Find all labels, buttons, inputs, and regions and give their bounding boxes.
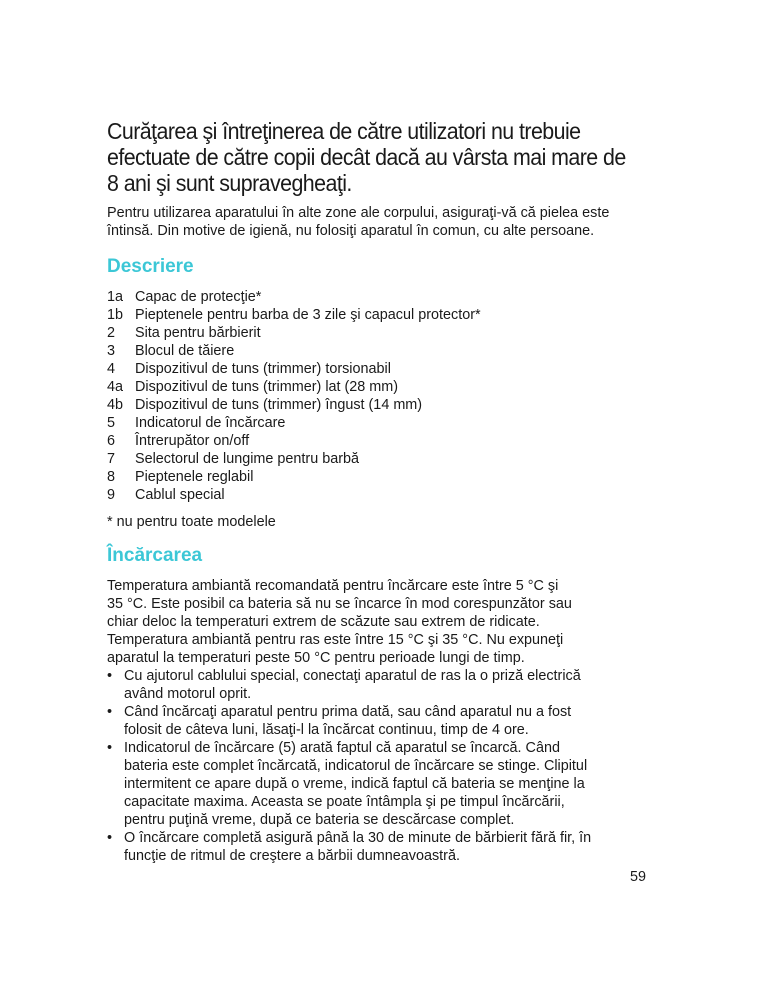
intro-heading-line: Curăţarea şi întreţinerea de către utilizatori nu trebuie [107,118,581,144]
item-text: Sita pentru bărbierit [135,325,261,341]
list-item [107,342,652,360]
page-content [107,118,652,865]
bullet-line: bateria este complet încărcată, indicatorul de încărcare se stinge. Clipitul [124,758,588,774]
item-text: Dispozitivul de tuns (trimmer) torsionabil [135,361,391,377]
footnote: * nu pentru toate modelele [107,514,276,530]
item-number: 7 [107,451,116,467]
item-number: 1b [107,307,124,323]
item-number: 3 [107,343,116,359]
intro-heading-line: 8 ani şi sunt supravegheaţi. [107,170,352,196]
charging-paragraph-line: chiar deloc la temperaturi extrem de scăzute sau extrem de ridicate. [107,614,540,630]
bullet-line: Când încărcaţi aparatul pentru prima dată, sau când aparatul nu a fost [124,704,572,720]
page-number: 59 [630,869,647,885]
list-item [107,414,652,432]
item-text: Capac de protecţie* [135,289,262,305]
list-item [107,360,652,378]
intro-heading-line: efectuate de către copii decât dacă au vârsta mai mare de [107,144,626,170]
parts-list [107,288,652,504]
list-item [107,324,652,342]
list-item [107,396,652,414]
bullet-line: funcţie de ritmul de creştere a bărbii dumneavoastră. [124,848,460,864]
list-item [107,468,652,486]
bullet-line: intermitent ce apare după o vreme, indică faptul că bateria se menţine la [124,776,585,792]
bullet-line: pentru puţină vreme, după ce bateria se descărcase complet. [124,812,515,828]
item-text: Blocul de tăiere [135,343,235,359]
bullet-line: O încărcare completă asigură până la 30 de minute de bărbierit fără fir, în [124,830,592,846]
charging-paragraph-line: Temperatura ambiantă pentru ras este între 15 °C şi 35 °C. Nu expuneţi [107,632,564,648]
charging-paragraph-line: 35 °C. Este posibil ca bateria să nu se încarce în mod corespunzător sau [107,596,572,612]
item-text: Dispozitivul de tuns (trimmer) îngust (14 mm) [135,397,423,413]
bullet-line: capacitate maxima. Aceasta se poate întâmpla şi pe timpul încărcării, [124,794,565,810]
item-text: Selectorul de lungime pentru barbă [135,451,359,467]
item-number: 5 [107,415,116,431]
section-title-charging: Încărcarea [107,545,203,566]
bullet-line: având motorul oprit. [124,686,252,702]
item-number: 9 [107,487,116,503]
intro-paragraph-line: întinsă. Din motive de igienă, nu folosiţi aparatul în comun, cu alte persoane. [107,223,595,239]
charging-bullets [107,667,652,865]
list-item [107,288,652,306]
item-number: 2 [107,325,116,341]
item-number: 8 [107,469,116,485]
charging-paragraph [107,577,652,667]
bullet-icon: • [107,830,113,846]
charging-paragraph-line: aparatul la temperaturi peste 50 °C pentru perioade lungi de timp. [107,650,525,666]
bullet-item [107,667,652,703]
list-item [107,486,652,504]
item-number: 4a [107,379,124,395]
bullet-line: Indicatorul de încărcare (5) arată faptul că aparatul se încarcă. Când [124,740,560,756]
item-number: 4 [107,361,116,377]
item-number: 4b [107,397,124,413]
item-text: Dispozitivul de tuns (trimmer) lat (28 mm) [135,379,399,395]
item-text: Indicatorul de încărcare [135,415,286,431]
item-text: Cablul special [135,487,225,503]
item-number: 6 [107,433,116,449]
bullet-icon: • [107,704,113,720]
list-item [107,432,652,450]
bullet-item [107,829,652,865]
intro-paragraph [107,204,652,240]
intro-heading [107,118,656,196]
item-number: 1a [107,289,124,305]
item-text: Pieptenele pentru barba de 3 zile şi capacul protector* [135,307,481,323]
bullet-line: Cu ajutorul cablului special, conectaţi aparatul de ras la o priză electrică [124,668,581,684]
list-item [107,306,652,324]
bullet-icon: • [107,740,113,756]
list-item [107,378,652,396]
bullet-item [107,739,652,829]
charging-paragraph-line: Temperatura ambiantă recomandată pentru încărcare este între 5 °C şi [107,578,559,594]
bullet-line: folosit de câteva luni, lăsaţi-l la încărcat continuu, timp de 4 ore. [124,722,529,738]
bullet-item [107,703,652,739]
intro-paragraph-line: Pentru utilizarea aparatului în alte zone ale corpului, asiguraţi-vă că pielea este [107,205,610,221]
item-text: Pieptenele reglabil [135,469,254,485]
item-text: Întrerupător on/off [135,433,250,449]
bullet-icon: • [107,668,113,684]
section-title-description: Descriere [107,256,194,277]
list-item [107,450,652,468]
